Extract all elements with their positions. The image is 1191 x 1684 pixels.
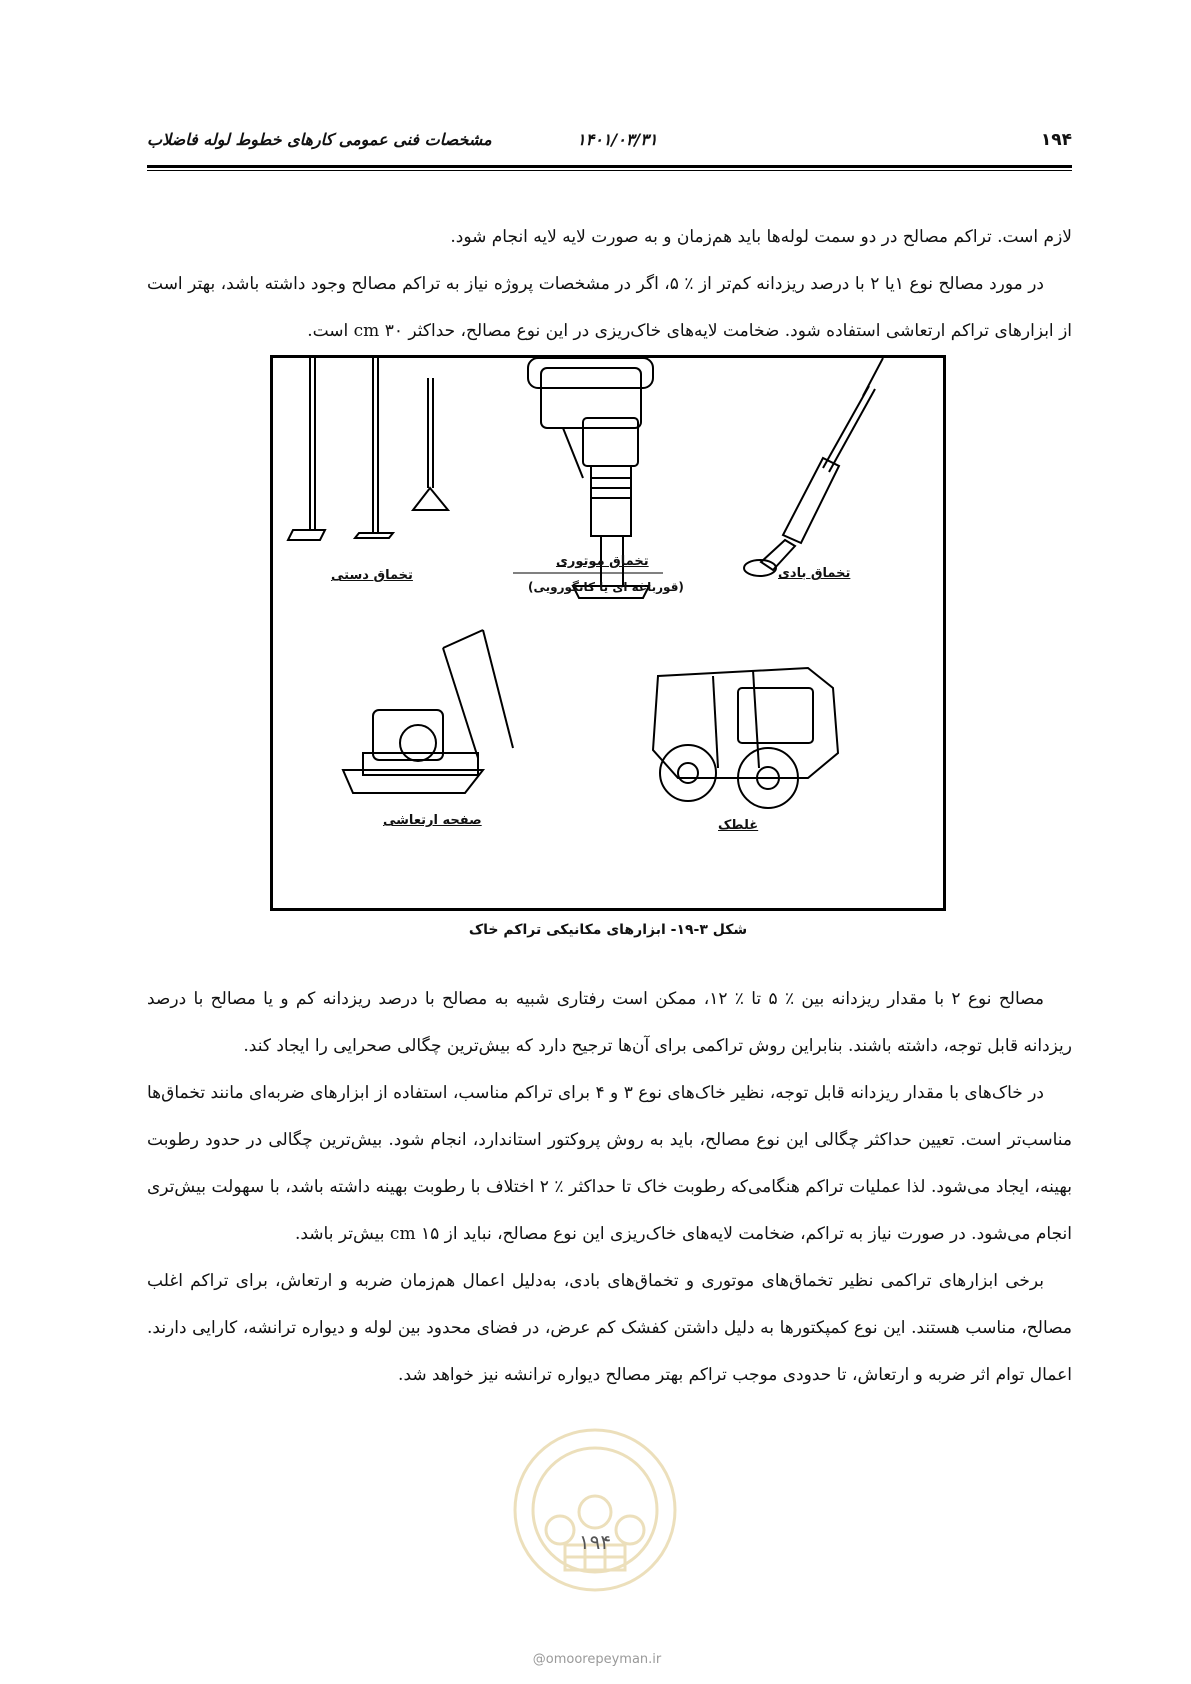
label-hand-tamper: تخماق دستی xyxy=(331,568,413,583)
header-page-number: ۱۹۴ xyxy=(1040,130,1072,150)
paragraph: برخی ابزارهای تراکمی نظیر تخماق‌های موتوری و تخماق‌های بادی، به‌دلیل اعمال هم‌زمان ضربه و ارتعاش، برای تراکم اغلب مصالح، مناسب هستند. این نوع کمپکتورها به دلیل داشتن کفشک کم عرض، در فضای محدود بین لوله و دیواره ترانشه، کارایی دارند. اعمال توام اثر ضربه و ارتعاش، تا حدودی موجب تراکم بهتر مصالح دیواره ترانشه نیز خواهد شد. xyxy=(147,1271,1072,1385)
figure-caption: شکل ۳-۱۹- ابزارهای مکانیکی تراکم خاک xyxy=(468,922,748,938)
footer-page-number: ۱۹۴ xyxy=(578,1530,612,1554)
watermark-site: @omoorepeyman.ir xyxy=(532,1652,662,1667)
text-block-bottom xyxy=(147,976,1072,1399)
paragraph: در خاک‌های با مقدار ریزدانه قابل توجه، نظیر خاک‌های نوع ۳ و ۴ برای تراکم مناسب، استفاده از ابزارهای ضربه‌ای مانند تخماق‌ها مناسب‌تر است. تعیین حداکثر چگالی این نوع مصالح، باید به روش پروکتور استاندارد، انجام شود. بیش‌ترین چگالی در حدود رطوبت بهینه، ایجاد می‌شود. لذا عملیات تراکم هنگامی‌که رطوبت خاک تا حداکثر ٪ ۲ اختلاف با رطوبت بهینه داشته باشد، با سهولت بیش‌تری انجام می‌شود. در صورت نیاز به تراکم، ضخامت لایه‌های خاک‌ریزی این نوع مصالح، نباید از cm ۱۵ بیش‌تر باشد. xyxy=(147,1083,1073,1244)
paragraph: مصالح نوع ۲ با مقدار ریزدانه بین ٪ ۵ تا ٪ ۱۲، ممکن است رفتاری شبیه به مصالح با درصد ریزدانه کم و یا مصالح با درصد ریزدانه قابل توجه، داشته باشند. بنابراین روش تراکمی برای آن‌ها ترجیح دارد که بیش‌ترین چگالی صحرایی را ایجاد کند. xyxy=(147,989,1072,1056)
label-motor-tamper: تخماق موتوری xyxy=(556,554,649,569)
label-vibratory-plate: صفحه ارتعاشی xyxy=(383,813,482,828)
header-title: مشخصات فنی عمومی کارهای خطوط لوله فاضلاب xyxy=(147,130,492,149)
hand-tamper-icon xyxy=(288,358,448,540)
figure-illustration xyxy=(273,358,943,908)
paragraph: لازم است. تراکم مصالح در دو سمت لوله‌ها باید هم‌زمان و به صورت لایه لایه انجام شود. xyxy=(450,227,1072,247)
text-block-top xyxy=(147,214,1072,355)
paragraph: در مورد مصالح نوع ۱یا ۲ با درصد ریزدانه کم‌تر از ٪ ۵، اگر در مشخصات پروژه نیاز به تراکم مصالح وجود داشته باشد، بهتر است از ابزارهای تراکم ارتعاشی استفاده شود. ضخامت لایه‌های خاک‌ریزی در این نوع مصالح، حداکثر cm ۳۰ است. xyxy=(147,274,1072,341)
air-tamper-icon xyxy=(744,358,883,576)
label-motor-tamper-sub: (قورباغه ای یا کانگورویی) xyxy=(528,580,684,594)
vibratory-plate-icon xyxy=(343,630,513,793)
watermark-seal-icon xyxy=(505,1420,685,1600)
page-header xyxy=(147,130,1072,164)
figure-compaction-tools xyxy=(270,355,946,911)
header-date: ۱۴۰۱/۰۳/۳۱ xyxy=(577,130,658,149)
header-rule-thin xyxy=(147,170,1072,171)
roller-icon xyxy=(653,668,838,808)
label-air-tamper: تخماق بادی xyxy=(778,566,851,581)
label-roller: غلطک xyxy=(718,818,759,833)
header-rule-thick xyxy=(147,165,1072,168)
